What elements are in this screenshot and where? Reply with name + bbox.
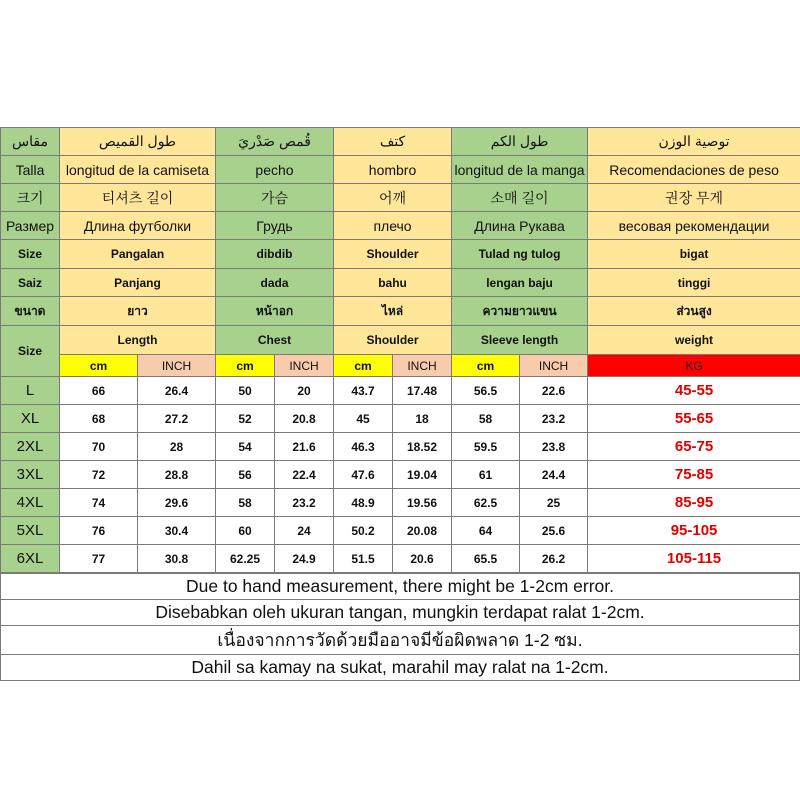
- sleeve-header-spanish: longitud de la manga: [452, 156, 588, 184]
- shoulder-header-russian: плечо: [334, 212, 452, 240]
- length-header-spanish: longitud de la camiseta: [60, 156, 216, 184]
- size-row: [1, 545, 800, 573]
- size-row: [1, 489, 800, 517]
- chest-header-russian: Грудь: [216, 212, 334, 240]
- chest-in-value: 24.9: [275, 545, 334, 573]
- chest-inch-unit: INCH: [275, 355, 334, 377]
- sleeve-cm-value: 64: [452, 517, 520, 545]
- length-inch-unit: INCH: [138, 355, 216, 377]
- sleeve-cm-value: 62.5: [452, 489, 520, 517]
- header-row-english: [1, 326, 800, 355]
- chest-cm-value: 62.25: [216, 545, 275, 573]
- length-header-english: Length: [60, 326, 216, 355]
- shoulder-header-korean: 어깨: [334, 184, 452, 212]
- weight-header-spanish: Recomendaciones de peso: [588, 156, 800, 184]
- size-label-arabic: مقاس: [1, 128, 60, 156]
- weight-range-value: 65-75: [588, 433, 800, 461]
- weight-header-russian: весовая рекомендации: [588, 212, 800, 240]
- sleeve-header-malay: lengan baju: [452, 269, 588, 297]
- length-in-value: 27.2: [138, 405, 216, 433]
- weight-header-english: weight: [588, 326, 800, 355]
- sleeve-in-value: 25.6: [520, 517, 588, 545]
- note-malay: Disebabkan oleh ukuran tangan, mungkin terdapat ralat 1-2cm.: [1, 600, 800, 626]
- shoulder-cm-unit: cm: [334, 355, 393, 377]
- length-in-value: 29.6: [138, 489, 216, 517]
- weight-range-value: 105-115: [588, 545, 800, 573]
- length-header-malay: Panjang: [60, 269, 216, 297]
- shoulder-header-arabic: كتف: [334, 128, 452, 156]
- weight-header-malay: tinggi: [588, 269, 800, 297]
- size-label-malay: Saiz: [1, 269, 60, 297]
- weight-kg-unit: KG: [588, 355, 800, 377]
- sleeve-inch-unit: INCH: [520, 355, 588, 377]
- header-row-thai: [1, 297, 800, 326]
- chest-cm-unit: cm: [216, 355, 275, 377]
- note-thai: เนื่องจากการวัดด้วยมืออาจมีข้อผิดพลาด 1-2 ซม.: [1, 626, 800, 655]
- sleeve-header-tagalog: Tulad ng tulog: [452, 240, 588, 269]
- header-row-korean: [1, 184, 800, 212]
- weight-header-korean: 권장 무게: [588, 184, 800, 212]
- size-name: 2XL: [1, 433, 60, 461]
- note-english: Due to hand measurement, there might be 1-2cm error.: [1, 574, 800, 600]
- size-row: [1, 377, 800, 405]
- sleeve-cm-value: 61: [452, 461, 520, 489]
- weight-range-value: 95-105: [588, 517, 800, 545]
- sleeve-cm-value: 59.5: [452, 433, 520, 461]
- sleeve-in-value: 25: [520, 489, 588, 517]
- chest-cm-value: 54: [216, 433, 275, 461]
- size-chart: [0, 127, 800, 681]
- shoulder-cm-value: 43.7: [334, 377, 393, 405]
- chest-cm-value: 58: [216, 489, 275, 517]
- shoulder-header-english: Shoulder: [334, 326, 452, 355]
- length-cm-unit: cm: [60, 355, 138, 377]
- size-row: [1, 517, 800, 545]
- length-header-thai: ยาว: [60, 297, 216, 326]
- chest-cm-value: 60: [216, 517, 275, 545]
- shoulder-cm-value: 48.9: [334, 489, 393, 517]
- length-cm-value: 70: [60, 433, 138, 461]
- length-header-arabic: طول القميص: [60, 128, 216, 156]
- shoulder-in-value: 18.52: [393, 433, 452, 461]
- chest-cm-value: 50: [216, 377, 275, 405]
- chest-in-value: 24: [275, 517, 334, 545]
- chest-cm-value: 52: [216, 405, 275, 433]
- chest-header-spanish: pecho: [216, 156, 334, 184]
- weight-header-arabic: توصية الوزن: [588, 128, 800, 156]
- chest-header-korean: 가슴: [216, 184, 334, 212]
- sleeve-header-english: Sleeve length: [452, 326, 588, 355]
- length-in-value: 30.8: [138, 545, 216, 573]
- shoulder-header-spanish: hombro: [334, 156, 452, 184]
- length-cm-value: 74: [60, 489, 138, 517]
- chest-in-value: 22.4: [275, 461, 334, 489]
- length-cm-value: 76: [60, 517, 138, 545]
- shoulder-cm-value: 47.6: [334, 461, 393, 489]
- shoulder-inch-unit: INCH: [393, 355, 452, 377]
- length-header-tagalog: Pangalan: [60, 240, 216, 269]
- shoulder-header-thai: ไหล่: [334, 297, 452, 326]
- header-row-russian: [1, 212, 800, 240]
- size-label-russian: Размер: [1, 212, 60, 240]
- length-in-value: 28: [138, 433, 216, 461]
- size-name: L: [1, 377, 60, 405]
- sleeve-in-value: 22.6: [520, 377, 588, 405]
- shoulder-header-malay: bahu: [334, 269, 452, 297]
- header-row-spanish: [1, 156, 800, 184]
- size-row: [1, 405, 800, 433]
- chest-in-value: 21.6: [275, 433, 334, 461]
- size-name: 4XL: [1, 489, 60, 517]
- size-row: [1, 433, 800, 461]
- length-in-value: 30.4: [138, 517, 216, 545]
- sleeve-header-arabic: طول الكم: [452, 128, 588, 156]
- size-name: 6XL: [1, 545, 60, 573]
- shoulder-cm-value: 45: [334, 405, 393, 433]
- measurement-notes: [0, 573, 800, 681]
- shoulder-cm-value: 46.3: [334, 433, 393, 461]
- sleeve-in-value: 23.8: [520, 433, 588, 461]
- sleeve-cm-unit: cm: [452, 355, 520, 377]
- length-in-value: 26.4: [138, 377, 216, 405]
- length-in-value: 28.8: [138, 461, 216, 489]
- sleeve-in-value: 26.2: [520, 545, 588, 573]
- size-name: 3XL: [1, 461, 60, 489]
- chest-in-value: 23.2: [275, 489, 334, 517]
- chest-header-english: Chest: [216, 326, 334, 355]
- length-header-russian: Длина футболки: [60, 212, 216, 240]
- weight-header-tagalog: bigat: [588, 240, 800, 269]
- shoulder-in-value: 20.6: [393, 545, 452, 573]
- chest-header-malay: dada: [216, 269, 334, 297]
- shoulder-cm-value: 51.5: [334, 545, 393, 573]
- weight-range-value: 55-65: [588, 405, 800, 433]
- sleeve-cm-value: 65.5: [452, 545, 520, 573]
- length-cm-value: 72: [60, 461, 138, 489]
- sleeve-in-value: 24.4: [520, 461, 588, 489]
- size-label-tagalog: Size: [1, 240, 60, 269]
- unit-row: [1, 355, 800, 377]
- sleeve-in-value: 23.2: [520, 405, 588, 433]
- note-tagalog: Dahil sa kamay na sukat, marahil may ralat na 1-2cm.: [1, 655, 800, 681]
- header-row-malay: [1, 269, 800, 297]
- shoulder-in-value: 19.56: [393, 489, 452, 517]
- size-label-spanish: Talla: [1, 156, 60, 184]
- length-cm-value: 68: [60, 405, 138, 433]
- size-label-korean: 크기: [1, 184, 60, 212]
- weight-range-value: 45-55: [588, 377, 800, 405]
- shoulder-cm-value: 50.2: [334, 517, 393, 545]
- length-cm-value: 77: [60, 545, 138, 573]
- chest-in-value: 20: [275, 377, 334, 405]
- size-chart-table: [0, 127, 800, 573]
- sleeve-header-russian: Длина Рукава: [452, 212, 588, 240]
- chest-header-arabic: قُمص صَدْريَ: [216, 128, 334, 156]
- weight-header-thai: ส่วนสูง: [588, 297, 800, 326]
- chest-header-tagalog: dibdib: [216, 240, 334, 269]
- length-header-korean: 티셔츠 길이: [60, 184, 216, 212]
- sleeve-header-thai: ความยาวแขน: [452, 297, 588, 326]
- size-name: 5XL: [1, 517, 60, 545]
- header-row-arabic: [1, 128, 800, 156]
- shoulder-in-value: 17.48: [393, 377, 452, 405]
- size-label-english: Size: [1, 326, 60, 377]
- chest-in-value: 20.8: [275, 405, 334, 433]
- shoulder-in-value: 20.08: [393, 517, 452, 545]
- header-row-tagalog: [1, 240, 800, 269]
- size-label-thai: ขนาด: [1, 297, 60, 326]
- sleeve-cm-value: 58: [452, 405, 520, 433]
- size-name: XL: [1, 405, 60, 433]
- shoulder-in-value: 19.04: [393, 461, 452, 489]
- size-row: [1, 461, 800, 489]
- shoulder-header-tagalog: Shoulder: [334, 240, 452, 269]
- chest-cm-value: 56: [216, 461, 275, 489]
- sleeve-cm-value: 56.5: [452, 377, 520, 405]
- length-cm-value: 66: [60, 377, 138, 405]
- weight-range-value: 75-85: [588, 461, 800, 489]
- chest-header-thai: หน้าอก: [216, 297, 334, 326]
- weight-range-value: 85-95: [588, 489, 800, 517]
- shoulder-in-value: 18: [393, 405, 452, 433]
- sleeve-header-korean: 소매 길이: [452, 184, 588, 212]
